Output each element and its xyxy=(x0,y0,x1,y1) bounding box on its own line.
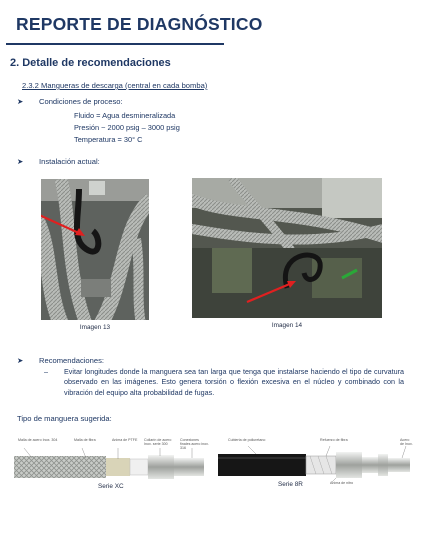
hose-xc-label: Malla de fibra xyxy=(74,438,96,442)
photo-imagen-13 xyxy=(41,179,149,320)
condition-temperature: Temperatura = 30° C xyxy=(74,135,143,144)
arrow-bullet-icon: ➤ xyxy=(17,157,24,166)
hose-8r-label: Cubierta de poliuretano xyxy=(228,438,266,442)
section-title: 2. Detalle de recomendaciones xyxy=(10,57,171,69)
hose-xc-label: Conexiones finales acero inox. 316 xyxy=(180,438,209,450)
conditions-label: Condiciones de proceso: xyxy=(39,97,123,106)
hose-diagram-8r xyxy=(218,436,414,488)
installation-bullet xyxy=(17,157,100,166)
hose-xc-name: Serie XC xyxy=(98,483,124,490)
recommendation-dash: – xyxy=(44,367,48,376)
hose-diagram-xc xyxy=(14,436,210,488)
recommendations-bullet xyxy=(17,356,105,365)
caption-imagen-13: Imagen 13 xyxy=(79,324,111,331)
suggested-hose-label: Tipo de manguera sugerida: xyxy=(17,414,112,423)
hose-xc-label: Collarín de acero Inox. serie 300 xyxy=(144,438,172,446)
arrow-bullet-icon: ➤ xyxy=(17,356,24,365)
hose-xc-label: Anima de PTFE xyxy=(112,438,138,442)
photo-imagen-14 xyxy=(192,178,382,318)
conditions-bullet xyxy=(17,97,123,106)
hose-8r-label: Refuerzo de fibra xyxy=(320,438,348,442)
condition-pressure: Presión ~ 2000 psig – 3000 psig xyxy=(74,123,180,132)
condition-fluid: Fluido = Agua desmineralizada xyxy=(74,111,176,120)
subsection-title: 2.3.2 Mangueras de descarga (central en cada bomba) xyxy=(22,81,208,90)
recommendations-label: Recomendaciones: xyxy=(39,356,105,365)
hose-8r-illustration xyxy=(218,446,414,482)
hose-xc-label: Malla de acero Inox. 304 xyxy=(18,438,58,442)
hose-8r-label: Acero de Inox. xyxy=(400,438,413,446)
hose-photo-14 xyxy=(192,178,382,318)
hose-photo-13 xyxy=(41,179,149,320)
title-underline xyxy=(6,43,224,45)
installation-label: Instalación actual: xyxy=(39,157,100,166)
hose-8r-label: Anima de nitro xyxy=(330,481,354,485)
recommendation-text: Evitar longitudes donde la manguera sea tan larga que tenga que instalarse haciendo el tipo de curvatura observado en las imágenes. Esto genera torsión o flexión excesiva en el núcleo y combinado con la vibración del equipo alta probabilidad de fugas. xyxy=(64,367,404,397)
report-title: REPORTE DE DIAGNÓSTICO xyxy=(16,14,263,34)
arrow-bullet-icon: ➤ xyxy=(17,97,24,106)
hose-xc-illustration xyxy=(14,448,210,488)
caption-imagen-14: Imagen 14 xyxy=(271,322,303,329)
hose-8r-name: Serie 8R xyxy=(278,481,303,488)
